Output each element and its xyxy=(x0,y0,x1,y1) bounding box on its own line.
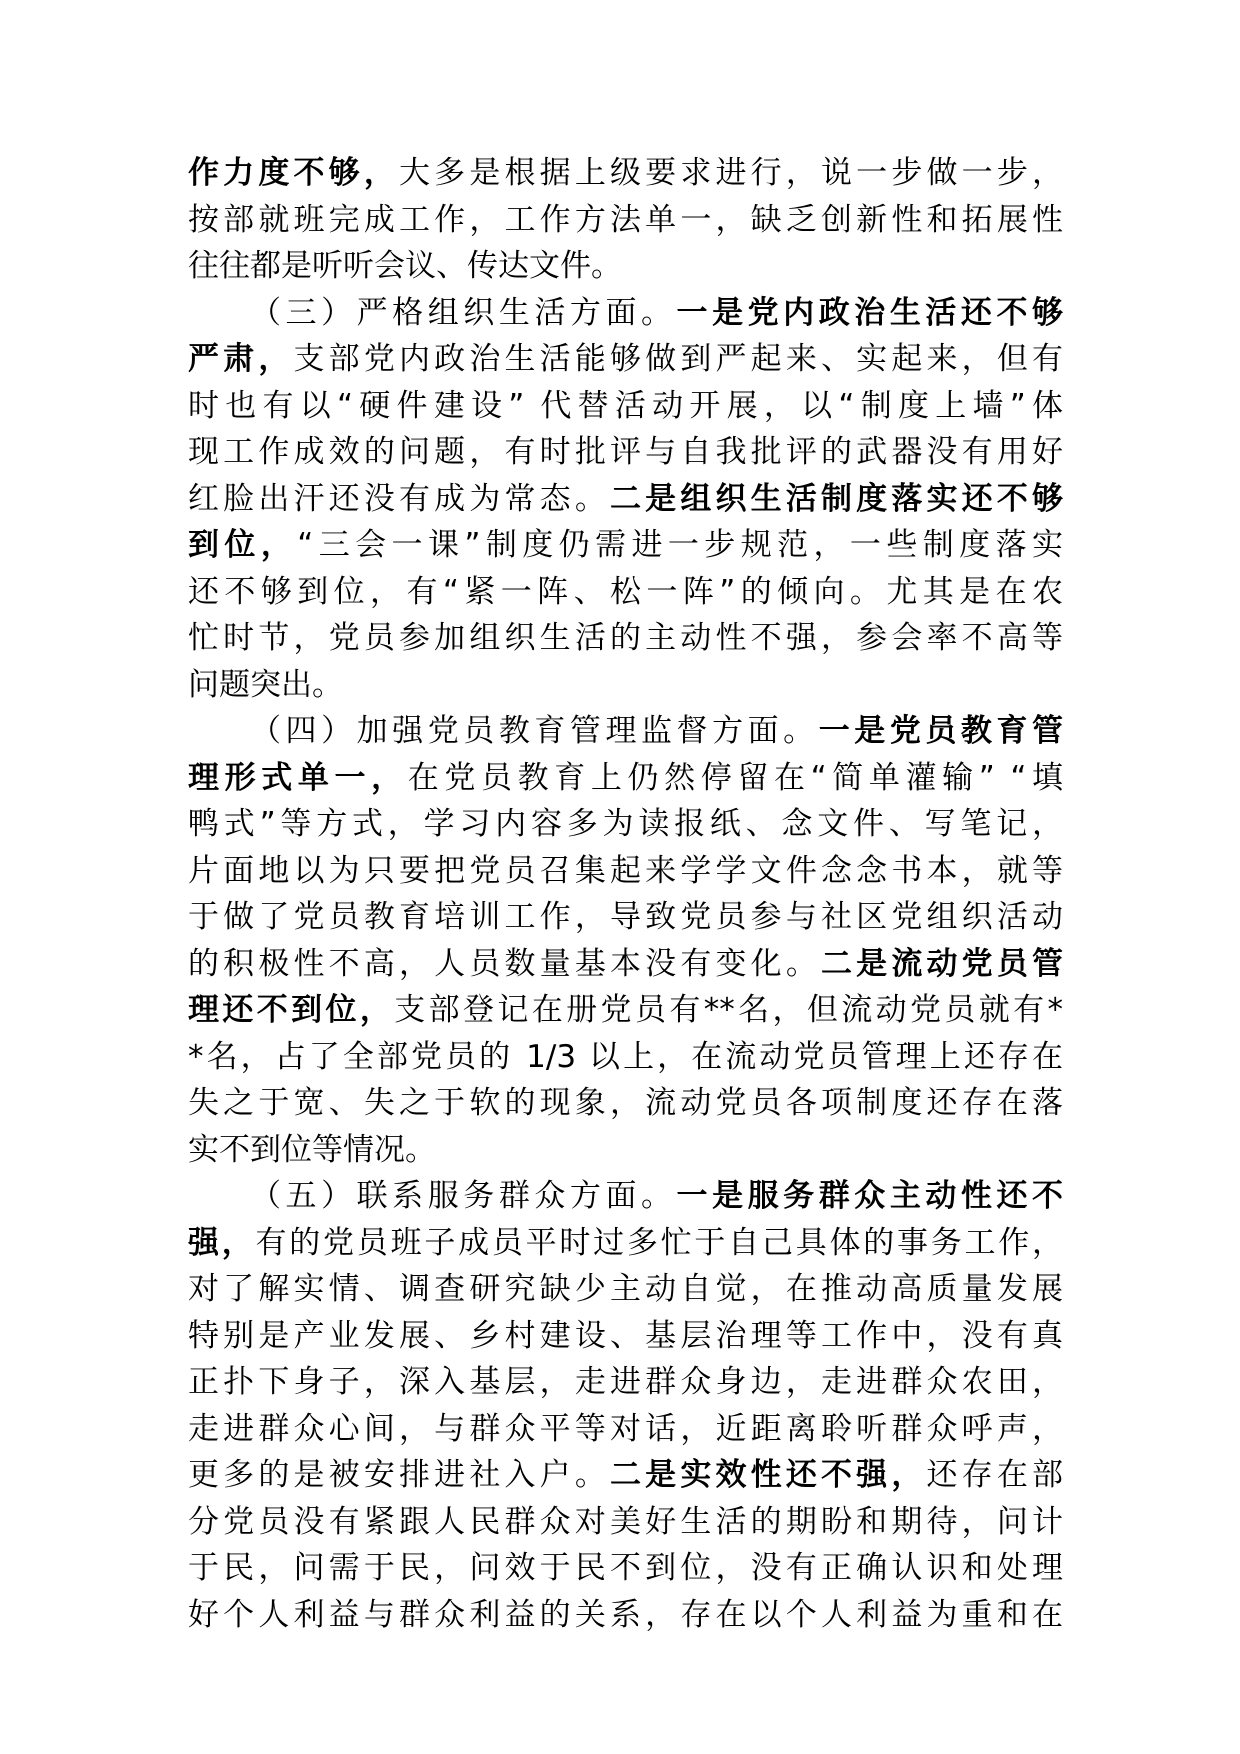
text-line xyxy=(188,197,1063,244)
text-segment: 还不够到位，有“紧一阵、松一阵”的倾向。尤其是在农 xyxy=(188,573,1063,610)
bold-text-segment: 理形式单一， xyxy=(188,759,408,796)
text-segment: 的积极性不高，人员数量基本没有变化。 xyxy=(188,945,821,982)
text-line xyxy=(188,941,1063,988)
text-line xyxy=(188,615,1063,662)
text-segment: 于民，问需于民，问效于民不到位，没有正确认识和处理 xyxy=(188,1550,1063,1586)
text-segment: （三）严格组织生活方面。 xyxy=(250,294,677,331)
text-segment: （五）联系服务群众方面。 xyxy=(250,1178,677,1214)
bold-text-segment: 一是服务群众主动性还不 xyxy=(676,1178,1064,1214)
bold-text-segment: 二是实效性还不强， xyxy=(610,1457,927,1493)
text-line xyxy=(188,1313,1063,1360)
body-text xyxy=(188,150,1063,1638)
text-line xyxy=(188,1127,1063,1174)
text-segment: 大多是根据上级要求进行，说一步做一步， xyxy=(399,155,1063,191)
text-segment: （四）加强党员教育管理监督方面。 xyxy=(250,713,819,749)
text-segment: 支部党内政治生活能够做到严起来、实起来，但有 xyxy=(293,341,1063,377)
text-line xyxy=(188,429,1063,476)
text-line xyxy=(188,522,1063,569)
bold-text-segment: 强， xyxy=(188,1224,256,1261)
text-line xyxy=(188,1220,1063,1267)
text-line xyxy=(188,755,1063,802)
text-line xyxy=(188,569,1063,616)
text-segment: 还存在部 xyxy=(926,1457,1063,1493)
text-segment: 实不到位等情况。 xyxy=(188,1131,436,1168)
text-segment: *名，占了全部党员的 1/3 以上，在流动党员管理上还存在 xyxy=(188,1038,1063,1075)
text-line xyxy=(188,150,1063,197)
text-segment: 特别是产业发展、乡村建设、基层治理等工作中，没有真 xyxy=(188,1317,1063,1354)
text-segment: 于做了党员教育培训工作，导致党员参与社区党组织活动 xyxy=(188,899,1063,935)
text-line xyxy=(188,987,1063,1034)
bold-text-segment: 作力度不够， xyxy=(188,155,399,191)
text-segment: 失之于宽、失之于软的现象，流动党员各项制度还存在落 xyxy=(188,1085,1063,1121)
text-segment: 对了解实情、调查研究缺少主动自觉，在推动高质量发展 xyxy=(188,1271,1063,1307)
bold-text-segment: 二是流动党员管 xyxy=(821,945,1063,982)
text-line xyxy=(188,1173,1063,1220)
text-line xyxy=(188,662,1063,709)
text-segment: 有的党员班子成员平时过多忙于自己具体的事务工作， xyxy=(255,1224,1064,1261)
text-line xyxy=(188,1592,1063,1639)
text-line xyxy=(188,1359,1063,1406)
text-line xyxy=(188,801,1063,848)
text-segment: “三会一课”制度仍需进一步规范，一些制度落实 xyxy=(297,527,1063,563)
text-segment: 分党员没有紧跟人民群众对美好生活的期盼和期待，问计 xyxy=(188,1503,1063,1540)
text-segment: 片面地以为只要把党员召集起来学学文件念念书本，就等 xyxy=(188,852,1063,889)
text-segment: 走进群众心间，与群众平等对话，近距离聆听群众呼声， xyxy=(188,1410,1063,1447)
text-segment: 鸭式”等方式，学习内容多为读报纸、念文件、写笔记， xyxy=(188,806,1063,842)
text-line xyxy=(188,894,1063,941)
text-line xyxy=(188,1545,1063,1592)
text-segment: 好个人利益与群众利益的关系，存在以个人利益为重和在 xyxy=(188,1596,1063,1633)
text-line xyxy=(188,476,1063,523)
text-line xyxy=(188,1080,1063,1127)
text-line xyxy=(188,1452,1063,1499)
text-segment: 红脸出汗还没有成为常态。 xyxy=(188,480,610,517)
text-segment: 现工作成效的问题，有时批评与自我批评的武器没有用好 xyxy=(188,434,1063,470)
bold-text-segment: 理还不到位， xyxy=(188,992,395,1028)
text-line xyxy=(188,336,1063,383)
text-segment: 正扑下身子，深入基层，走进群众身边，走进群众农田， xyxy=(188,1364,1063,1400)
bold-text-segment: 严肃， xyxy=(188,341,294,377)
text-segment: 忙时节，党员参加组织生活的主动性不强，参会率不高等 xyxy=(188,620,1063,656)
text-line xyxy=(188,708,1063,755)
text-segment: 更多的是被安排进社入户。 xyxy=(188,1457,610,1493)
text-line xyxy=(188,1499,1063,1546)
text-line xyxy=(188,1034,1063,1081)
bold-text-segment: 一是党员教育管 xyxy=(818,713,1064,749)
text-line xyxy=(188,290,1063,337)
bold-text-segment: 一是党内政治生活还不够 xyxy=(676,294,1064,331)
text-segment: 按部就班完成工作，工作方法单一，缺乏创新性和拓展性 xyxy=(188,201,1063,238)
text-line xyxy=(188,243,1063,290)
text-segment: 问题突出。 xyxy=(188,666,343,703)
text-line xyxy=(188,848,1063,895)
text-segment: 支部登记在册党员有**名，但流动党员就有* xyxy=(394,992,1063,1028)
text-line xyxy=(188,1406,1063,1453)
bold-text-segment: 到位， xyxy=(188,527,298,563)
text-line xyxy=(188,383,1063,430)
text-segment: 在党员教育上仍然停留在“简单灌输” “填 xyxy=(407,759,1063,796)
text-segment: 时也有以“硬件建设” 代替活动开展，以“制度上墙”体 xyxy=(188,387,1063,424)
bold-text-segment: 二是组织生活制度落实还不够 xyxy=(610,480,1063,517)
text-line xyxy=(188,1266,1063,1313)
text-segment: 往往都是听听会议、传达文件。 xyxy=(188,248,622,284)
